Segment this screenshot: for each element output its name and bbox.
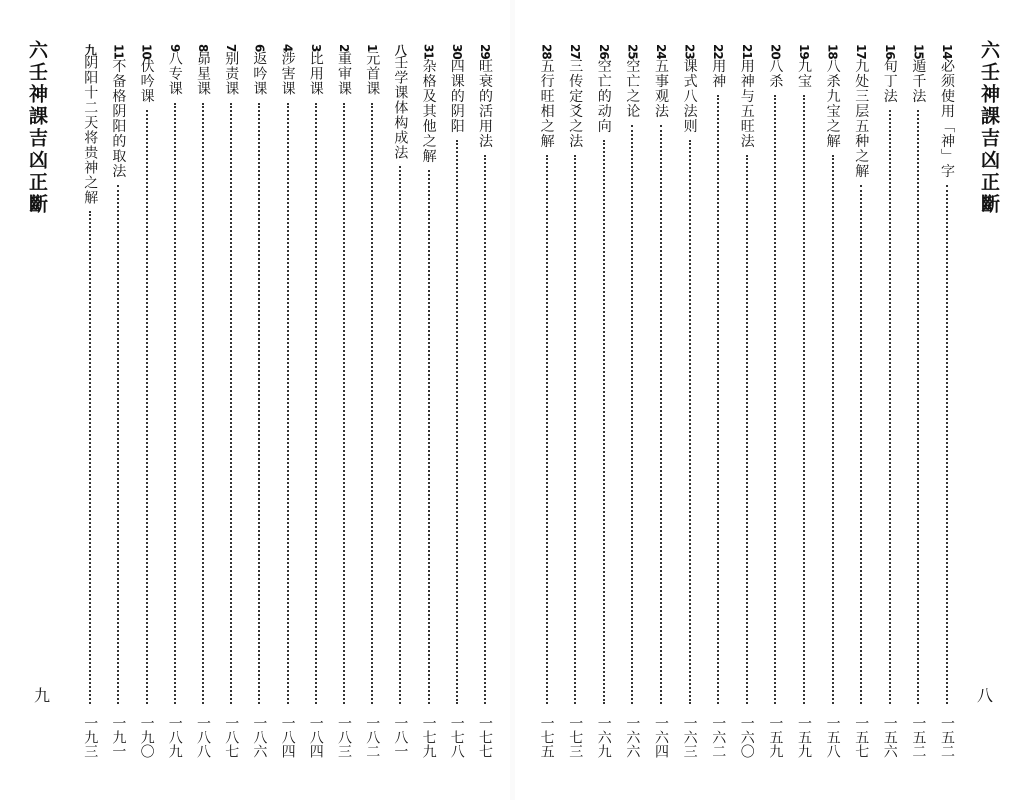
toc-entry [679, 44, 701, 772]
toc-entry-number: 21 [739, 44, 754, 59]
toc-entry-page: 一八一 [392, 716, 409, 758]
toc-entry-title [793, 44, 815, 89]
toc-entry-page: 一五八 [824, 716, 841, 758]
toc-entry [621, 44, 643, 772]
dot-leader [574, 155, 576, 704]
toc-entry-title [164, 44, 186, 96]
toc-entry-label: 空亡之论 [624, 58, 641, 119]
toc-entry-label: 旺衰的活用法 [477, 58, 493, 149]
dot-leader [803, 95, 805, 704]
toc-entry-number: 18 [825, 44, 840, 59]
toc-entry-title [879, 44, 901, 104]
toc-entry-number: 8 [196, 44, 210, 52]
toc-entry-number: 11 [111, 44, 126, 59]
toc-entry [333, 44, 355, 772]
toc-entry-number: 10 [139, 44, 154, 59]
dot-leader [174, 103, 176, 704]
toc-entry [707, 44, 729, 772]
toc-entry-title [736, 44, 758, 149]
toc-entry-page: 一六〇 [738, 716, 755, 758]
dot-leader [631, 125, 633, 704]
toc-entry [564, 44, 586, 772]
toc-entry-page: 一六二 [710, 716, 727, 758]
dot-leader [484, 155, 486, 704]
toc-entry-title [564, 44, 586, 149]
toc-entry-page: 一七九 [420, 716, 437, 758]
toc-entry-number: 6 [252, 44, 267, 52]
toc-entry [650, 44, 672, 772]
dot-leader [917, 110, 919, 704]
toc-entry-page: 一八七 [223, 716, 240, 758]
toc-entry-number: 2 [337, 44, 351, 52]
toc-entry-label: 杂格及其他之解 [420, 58, 437, 164]
toc-entry-number: 28 [539, 44, 554, 59]
toc-entry-number: 22 [711, 44, 726, 59]
toc-entry-page: 一八九 [166, 716, 183, 758]
toc-entry [593, 44, 615, 772]
dot-leader [371, 103, 373, 704]
toc-entry [850, 44, 872, 772]
toc-entry-title [536, 44, 558, 149]
dot-leader [146, 110, 148, 704]
toc-entry-title [107, 44, 129, 179]
toc-entry-number: 九 [83, 44, 98, 55]
toc-entry-number: 17 [854, 44, 869, 59]
dot-leader [428, 170, 430, 704]
toc-entry-title [192, 44, 214, 96]
toc-entry [822, 44, 844, 772]
toc-entry-title [79, 44, 101, 205]
toc-entry-title [248, 44, 270, 96]
toc-entry-title [907, 44, 929, 104]
left-page [0, 0, 510, 800]
toc-entry-number: 29 [478, 44, 492, 59]
toc-entry [418, 44, 440, 772]
toc-entry-page: 一九一 [110, 716, 127, 758]
dot-leader [774, 95, 776, 704]
right-page [515, 0, 1029, 800]
toc-entry-label: 八杀 [767, 58, 784, 89]
toc-entry-title [764, 44, 786, 89]
running-title: 六壬神課吉凶正斷 [978, 40, 1000, 216]
toc-entry-number: 3 [308, 44, 323, 52]
toc-entry [879, 44, 901, 772]
toc-entry-label: 八专课 [166, 51, 183, 97]
toc-entry-label: 涉害课 [279, 51, 296, 97]
dot-leader [860, 185, 862, 704]
toc-entry-title [593, 44, 615, 134]
toc-entry-label: 九处三层五种之解 [853, 58, 870, 179]
toc-entry-title [650, 44, 672, 119]
toc-entry-page: 一八二 [364, 716, 381, 758]
toc-entry [277, 44, 299, 772]
toc-entry-label: 五行旺相之解 [538, 58, 555, 149]
toc-entry-number: 4 [280, 44, 295, 52]
toc-entry [446, 44, 468, 772]
dot-leader [546, 155, 548, 704]
dot-leader [946, 185, 948, 704]
toc-entry-number: 27 [568, 44, 583, 59]
page-number: 九 [34, 686, 51, 705]
toc-entry [907, 44, 929, 772]
toc-entry-label: 伏吟课 [138, 58, 155, 104]
toc-entry [136, 44, 158, 772]
dot-leader [258, 103, 260, 704]
toc-entry-page: 一五六 [881, 716, 898, 758]
toc-entry-page: 一六四 [653, 716, 669, 758]
toc-entry-title [474, 44, 496, 149]
toc-entry-number: 14 [940, 44, 954, 59]
dot-leader [117, 185, 119, 704]
toc-entry-title [707, 44, 729, 89]
toc-entry [361, 44, 383, 772]
toc-entry-title [621, 44, 643, 119]
toc-entry-number: 15 [911, 44, 926, 59]
toc-entry-label: 用神 [710, 58, 727, 89]
toc-entry-number: 19 [797, 44, 811, 59]
toc-entry [248, 44, 270, 772]
toc-entry-page: 一九〇 [138, 716, 155, 758]
toc-entry-label: 比用课 [307, 51, 324, 97]
toc-entry-label: 壬学课体构成法 [392, 55, 409, 160]
toc-entry-page: 一七八 [448, 716, 465, 758]
toc-entry-title [936, 44, 958, 179]
dot-leader [230, 103, 232, 704]
dot-leader [746, 155, 748, 704]
toc-entry [474, 44, 496, 772]
toc-entry-title [822, 44, 844, 149]
toc-entry-title [361, 44, 383, 96]
toc-entry-page: 一八六 [251, 716, 268, 758]
toc-entry-page: 一六九 [595, 716, 612, 758]
toc-entry-number: 1 [365, 44, 380, 52]
toc-entry-page: 一八四 [307, 716, 324, 758]
toc-entry-page: 一五七 [853, 716, 870, 758]
toc-entry-page: 一六三 [681, 716, 698, 758]
toc-entry [936, 44, 958, 772]
toc-entry-title [136, 44, 158, 104]
toc-entry-label: 别责课 [223, 51, 240, 97]
toc-entry-label: 旬丁法 [881, 58, 898, 104]
toc-entry-title [389, 44, 411, 160]
toc-entry-page: 一五九 [796, 716, 812, 758]
toc-entry-number: 八 [393, 44, 408, 55]
toc-entry-page: 一七三 [567, 716, 584, 758]
toc-entry [192, 44, 214, 772]
toc-entry-number: 26 [596, 44, 611, 59]
dot-leader [889, 110, 891, 704]
toc-entry-label: 用神与五旺法 [738, 58, 755, 149]
toc-entry-page: 一五二 [939, 716, 955, 758]
toc-entry-title [333, 44, 355, 96]
toc-entry [764, 44, 786, 772]
toc-entry-label: 昴星课 [195, 51, 211, 97]
toc-entry-page: 一五二 [910, 716, 927, 758]
toc-entry-number: 7 [224, 44, 239, 52]
toc-entry-page: 一六六 [624, 716, 641, 758]
toc-entry [793, 44, 815, 772]
toc-entry-title [446, 44, 468, 134]
dot-leader [717, 95, 719, 704]
toc-entry-number: 31 [421, 44, 436, 59]
toc-entry-number: 25 [625, 44, 640, 59]
toc-entry [536, 44, 558, 772]
toc-entry-label: 八杀九宝之解 [824, 58, 841, 149]
toc-entry-number: 16 [882, 44, 897, 59]
toc-entry-page: 一八八 [195, 716, 211, 758]
page-number: 八 [977, 686, 994, 705]
dot-leader [89, 211, 91, 704]
toc-entry-number: 30 [449, 44, 464, 59]
toc-entry-page: 一七五 [538, 716, 555, 758]
toc-entry [164, 44, 186, 772]
toc-entry [220, 44, 242, 772]
toc-entry-page: 一九三 [82, 716, 99, 758]
dot-leader [399, 166, 401, 704]
toc-entry-title [305, 44, 327, 96]
dot-leader [287, 103, 289, 704]
toc-entry-page: 一八三 [336, 716, 352, 758]
toc-entry-label: 四课的阴阳 [448, 58, 465, 134]
toc-entry-label: 九宝 [796, 58, 812, 89]
toc-entry-page: 一八四 [279, 716, 296, 758]
toc-entry-label: 重审课 [336, 51, 352, 97]
toc-entry-number: 24 [654, 44, 668, 59]
dot-leader [202, 103, 204, 704]
toc-entry-label: 元首课 [364, 51, 381, 97]
toc-entry [389, 44, 411, 772]
toc-entry-label: 空亡的动向 [595, 58, 612, 134]
toc-entry-label: 课式八法则 [681, 58, 698, 134]
toc-entry-page: 一七七 [477, 716, 493, 758]
toc-entry-label: 五事观法 [653, 58, 669, 119]
toc-entry-label: 返吟课 [251, 51, 268, 97]
dot-leader [456, 140, 458, 704]
toc-entry-label: 必须使用「神」字 [939, 58, 955, 179]
dot-leader [343, 103, 345, 704]
toc-entry-page: 一五九 [767, 716, 784, 758]
toc-entry-number: 20 [768, 44, 783, 59]
toc-entry-number: 23 [682, 44, 697, 59]
dot-leader [315, 103, 317, 704]
dot-leader [832, 155, 834, 704]
toc-entry-label: 阴阳十二天将贵神之解 [82, 55, 99, 205]
toc-entry-title [850, 44, 872, 179]
toc-entry [79, 44, 101, 772]
toc-entry-title [277, 44, 299, 96]
dot-leader [603, 140, 605, 704]
toc-entry-label: 遁千法 [910, 58, 927, 104]
dot-leader [660, 125, 662, 704]
toc-entry-title [679, 44, 701, 134]
running-title: 六壬神課吉凶正斷 [26, 40, 48, 216]
dot-leader [689, 140, 691, 704]
toc-entry [736, 44, 758, 772]
toc-entry-label: 不备格阴阳的取法 [110, 58, 127, 179]
toc-entry-label: 三传定爻之法 [567, 58, 584, 149]
toc-entry-title [220, 44, 242, 96]
toc-entry-title [418, 44, 440, 164]
toc-entry [107, 44, 129, 772]
toc-entry [305, 44, 327, 772]
toc-entry-number: 9 [167, 44, 182, 52]
